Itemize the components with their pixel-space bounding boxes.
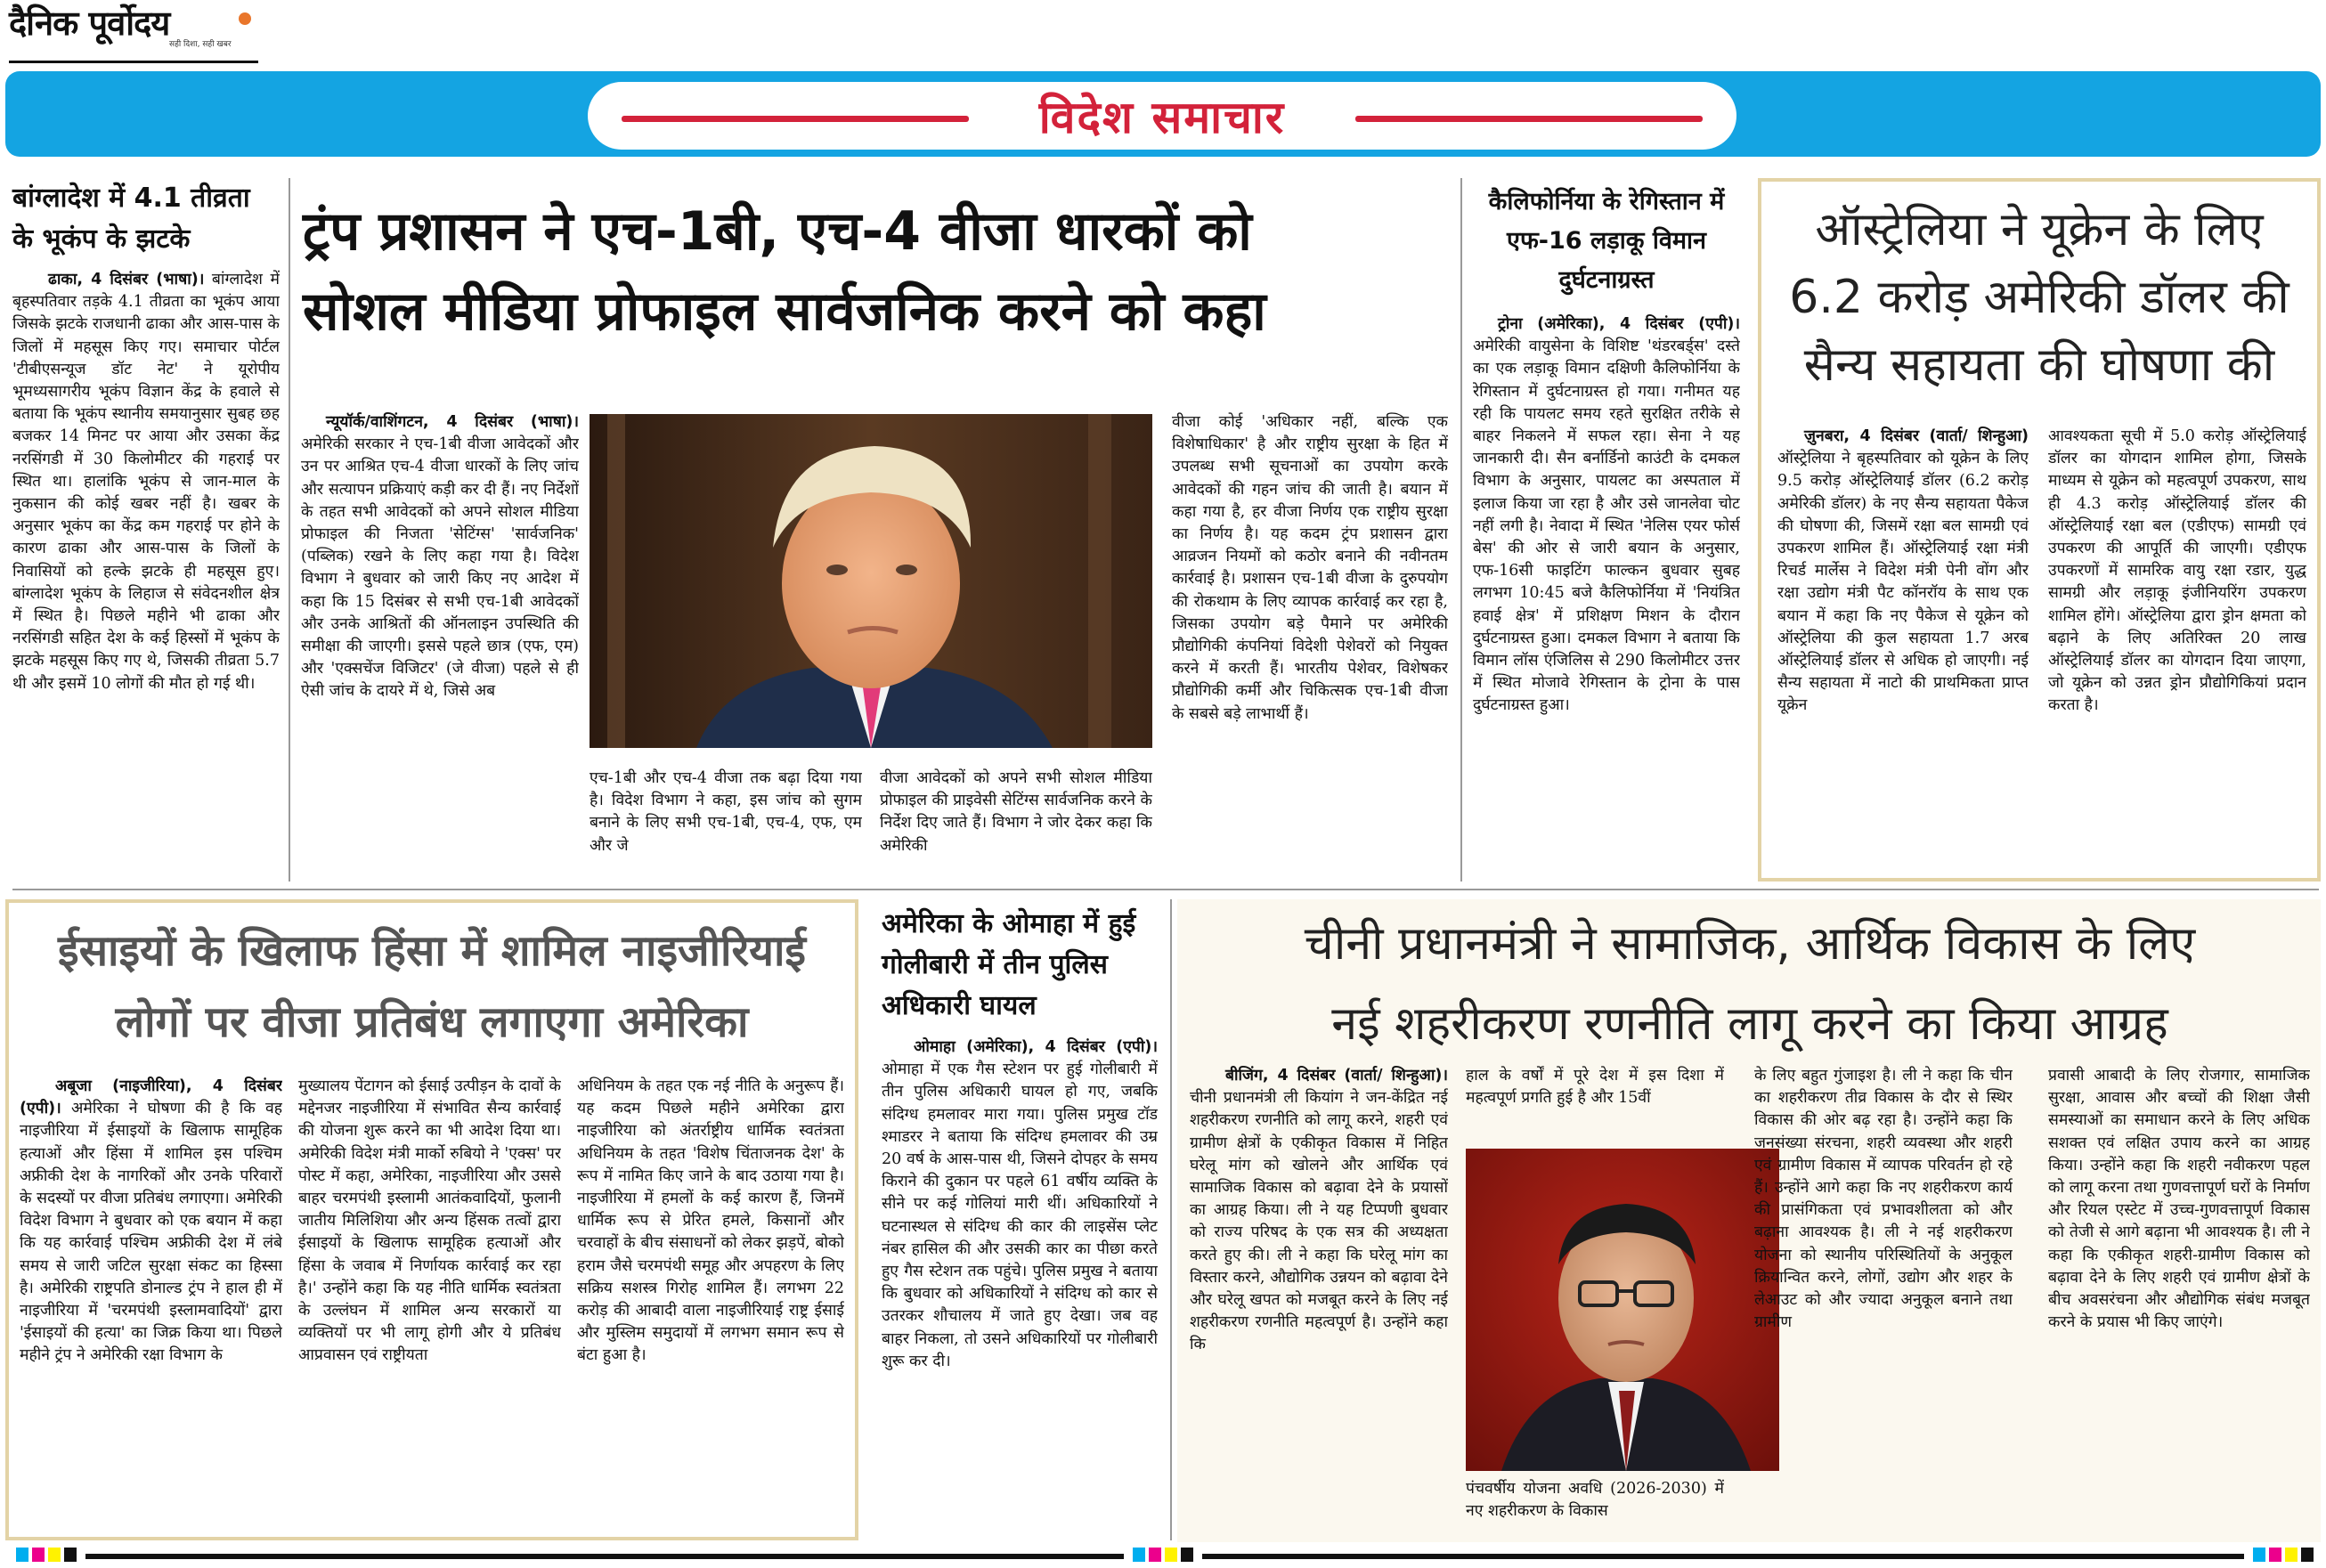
china-dateline: बीजिंग, 4 दिसंबर (वार्ता/ शिन्हुआ)। [1225, 1067, 1448, 1085]
bangladesh-body: बांग्लादेश में बृहस्पतिवार तड़के 4.1 तीव्रता का भूकंप आया जिसके झटके राजधानी ढाका और आस-पास के जिलों में महसूस किए गए। समाचार पोर्टल 'टीबीएसन्यूज डॉट नेट' ने यूरोपीय भूमध्यसागरीय भूकंप विज्ञान केंद्र के हवाले से बताया कि भूकंप स्थानीय समयानुसार सुबह छह बजकर 14 मिनट पर आया और उसका केंद्र नरसिंगडी में 30 किलोमीटर की गहराई पर स्थित था। हालांकि भूकंप से जान-माल के नुकसान की कोई खबर नहीं है। खबर के अनुसार भूकंप का केंद्र कम गहराई पर होने के कारण ढाका और आस-पास के जिलों के निवासियों को हल्के झटके ही महसूस हुए। बांग्लादेश भूकंप के लिहाज से संवेदनशील क्षेत्र में स्थित है। पिछले महीने भी ढाका और नरसिंगडी सहित देश के कई हिस्सों में भूकंप के झटके महसूस किए गए थे, जिसकी तीव्रता 5.7 थी और इसमें 10 लोगों की मौत हो गई थी। [12, 271, 280, 693]
li-qiang-photo [1466, 1149, 1779, 1471]
section-title: विदेश समाचार [1038, 91, 1286, 143]
bangladesh-headline: बांग्लादेश में 4.1 तीव्रता के भूकंप के झटके [12, 183, 250, 255]
nigeria-col2: मुख्यालय पेंटागन को ईसाई उत्पीड़न के दावों के मद्देनजर नाइजीरिया में संभावित सैन्य कार्रवाई की योजना शुरू करने का भी आदेश दिया था। अमेरिकी विदेश मंत्री मार्को रुबियो ने 'एक्स' पर पोस्ट में कहा, अमेरिका, नाइजीरिया और उससे बाहर चरमपंथी इस्लामी आतंकवादियों, फुलानी जातीय मिलिशिया और अन्य हिंसक तत्वों द्वारा ईसाइयों के खिलाफ सामूहिक हत्याओं और हिंसा के जवाब में निर्णायक कार्रवाई कर रहा है।' उन्होंने कहा कि यह नीति धार्मिक स्वतंत्रता के उल्लंघन में शामिल अन्य सरकारों या व्यक्तियों पर भी लागू होगी और ये प्रतिबंध आप्रवासन एवं राष्ट्रीयता [298, 1077, 561, 1365]
li-qiang-portrait-image [1466, 1149, 1779, 1471]
trump-col1: न्यूयॉर्क/वाशिंगटन, 4 दिसंबर (भाषा)। अमेरिकी सरकार ने एच-1बी वीजा आवेदकों और उन पर आश्रित एच-4 वीजा धारकों के लिए जांच और सत्यापन प्रक्रियाएं कड़ी कर दी हैं। नए निर्देशों के तहत सभी आवेदकों को अपने सोशल मीडिया प्रोफाइल की निजता 'सेटिंग्स' 'सार्वजनिक' (पब्लिक) रखने के लिए कहा गया है। विदेश विभाग ने बुधवार को जारी किए नए आदेश में कहा कि 15 दिसंबर से सभी एच-1बी आवेदकों और उनके आश्रितों की ऑनलाइन उपस्थिति की समीक्षा की जाएगी। इससे पहले छात्र (एफ, एम) और 'एक्सचेंज विजिटर' (जे वीजा) पहले से ही ऐसी जांच के दायरे में थे, जिसे अब [301, 413, 579, 701]
column-divider [289, 178, 290, 881]
china-col3: के लिए बहुत गुंजाइश है। ली ने कहा कि चीन का शहरीकरण तीव्र विकास के दौर से स्थिर विकास की ओर बढ़ रहा है। उन्होंने कहा कि जनसंख्या संरचना, शहरी व्यवस्था और शहरी एवं ग्रामीण विकास में व्यापक परिवर्तन हो रहे हैं। उन्होंने आगे कहा कि नए शहरीकरण कार्य की प्रासंगिकता एवं प्रभावशीलता को और बढ़ाना आवश्यक है। ली ने नई शहरीकरण योजना को स्थानीय परिस्थितियों के अनुकूल क्रियान्वित करने, लोगों, उद्योग और शहर के लेआउट को और ज्यादा अनुकूल बनाने तथा ग्रामीण [1754, 1067, 2013, 1332]
print-registration-marks [2253, 1548, 2317, 1562]
omaha-headline: अमेरिका के ओमाहा में हुई गोलीबारी में तीन पुलिस अधिकारी घायल [882, 908, 1136, 1021]
china-col1: बीजिंग, 4 दिसंबर (वार्ता/ शिन्हुआ)। चीनी प्रधानमंत्री ली कियांग ने जन-केंद्रित नई शहरीकरण रणनीति को लागू करने, शहरी एवं ग्रामीण क्षेत्रों के एकीकृत विकास में निहित घरेलू मांग को खोलने और आर्थिक एवं सामाजिक विकास को बढ़ावा देने के प्रयासों का आग्रह किया। ली ने यह टिप्पणी बुधवार को राज्य परिषद के एक सत्र की अध्यक्षता करते हुए की। ली ने कहा कि घरेलू मांग का विस्तार करने, औद्योगिक उन्नयन को बढ़ावा देने और घरेलू खपत को मजबूत करने के लिए नई शहरीकरण रणनीति महत्वपूर्ण है। उन्होंने कहा कि [1190, 1067, 1448, 1354]
china-col4: प्रवासी आबादी के लिए रोजगार, सामाजिक सुरक्षा, आवास और बच्चों की शिक्षा जैसी समस्याओं का समाधान करने के लिए अधिक सशक्त एवं लक्षित उपाय करने का आग्रह किया। उन्होंने कहा कि शहरी नवीकरण पहल को लागू करना तथा गुणवत्तापूर्ण घरों के निर्माण और रियल एस्टेट में उच्च-गुणवत्तापूर्ण विकास को तेजी से आगे बढ़ाना भी आवश्यक है। ली ने कहा कि एकीकृत शहरी-ग्रामीण विकास को बढ़ावा देने के लिए शहरी एवं ग्रामीण क्षेत्रों के बीच अवसरंचना और औद्योगिक संबंध मजबूत करने के प्रयास भी किए जाएंगे। [2048, 1067, 2310, 1332]
california-headline: कैलिफोर्निया के रेगिस्तान में एफ-16 लड़ाकू विमान दुर्घटनाग्रस्त [1488, 188, 1725, 294]
australia-col1: ज़ुनबरा, 4 दिसंबर (वार्ता/ शिन्हुआ) ऑस्ट्रेलिया ने बृहस्पतिवार को यूक्रेन के लिए 9.5 करोड़ ऑस्ट्रेलियाई डॉलर (6.2 करोड़ अमेरिकी डॉलर) के नए सैन्य सहायता पैकेज की घोषणा की, जिसमें रक्षा बल सामग्री एवं उपकरण शामिल हैं। ऑस्ट्रेलियाई रक्षा मंत्री रिचर्ड मार्लेस ने विदेश मंत्री पेनी वोंग और रक्षा उद्योग मंत्री पैट कॉनरॉय के साथ एक बयान में कहा कि नए पैकेज से यूक्रेन को ऑस्ट्रेलिया की कुल सहायता 1.7 अरब ऑस्ट्रेलियाई डॉलर से अधिक हो जाएगी। नई सैन्य सहायता में नाटो की प्राथमिकता प्राप्त यूक्रेन [1777, 427, 2029, 715]
trump-dateline: न्यूयॉर्क/वाशिंगटन, 4 दिसंबर (भाषा)। [326, 413, 579, 431]
nigeria-headline: ईसाइयों के खिलाफ हिंसा में शामिल नाइजीरियाई लोगों पर वीजा प्रतिबंध लगाएगा अमेरिका [58, 926, 806, 1047]
column-divider [1460, 178, 1462, 881]
masthead-rule [9, 61, 258, 63]
trump-col3: वीजा आवेदकों को अपने सभी सोशल मीडिया प्रोफाइल की प्राइवेसी सेटिंग्स सार्वजनिक करने के निर्देश दिए जाते हैं। विभाग ने जोर देकर कहा कि अमेरिकी [880, 769, 1152, 855]
australia-headline: ऑस्ट्रेलिया ने यूक्रेन के लिए 6.2 करोड़ अमेरिकी डॉलर की सैन्य सहायता की घोषणा की [1789, 203, 2289, 392]
nigeria-col3: अधिनियम के तहत एक नई नीति के अनुरूप हैं। यह कदम पिछले महीने अमेरिका द्वारा नाइजीरिया को अंतर्राष्ट्रीय धार्मिक स्वतंत्रता अधिनियम के तहत 'विशेष चिंताजनक देश' के रूप में नामित किए जाने के बाद उठाया गया है। नाइजीरिया में हमलों के कई कारण हैं, जिनमें धार्मिक रूप से प्रेरित हमले, किसानों और चरवाहों के बीच संसाधनों को लेकर झड़पें, बोको हराम जैसे चरमपंथी समूह और अपहरण के लिए सक्रिय सशस्त्र गिरोह शामिल हैं। लगभग 22 करोड़ की आबादी वाला नाइजीरियाई राष्ट्र ईसाई और मुस्लिम समुदायों में लगभग समान रूप से बंटा हुआ है। [577, 1077, 844, 1365]
print-registration-marks [1133, 1548, 1197, 1562]
banner-left-line [622, 116, 969, 122]
trump-portrait-image [590, 414, 1152, 748]
trump-photo [590, 414, 1152, 748]
trump-headline-line2: सोशल मीडिया प्रोफाइल सार्वजनिक करने को कहा [303, 280, 1266, 343]
australia-dateline: ज़ुनबरा, 4 दिसंबर (वार्ता/ शिन्हुआ) [1804, 427, 2029, 445]
column-divider [1170, 899, 1172, 1540]
bangladesh-article [12, 269, 280, 876]
banner-right-line [1355, 116, 1703, 122]
masthead-tagline: सही दिशा, सही खबर [169, 40, 232, 49]
trump-col2: एच-1बी और एच-4 वीजा तक बढ़ा दिया गया है। विदेश विभाग ने कहा, इस जांच को सुगम बनाने के लिए सभी एच-1बी, एच-4, एफ, एम और जे [590, 769, 862, 855]
omaha-article: ओमाहा (अमेरिका), 4 दिसंबर (एपी)। ओमाहा में एक गैस स्टेशन पर हुई गोलीबारी में तीन पुलिस अधिकारी घायल हो गए, जबकि संदिग्ध हमलावर मारा गया। पुलिस प्रमुख टॉड श्माडरर ने बताया कि संदिग्ध हमलावर की उम्र 20 वर्ष के आस-पास थी, जिसने दोपहर के समय किराने की दुकान पर पहले 61 वर्षीय व्यक्ति के सीने पर कई गोलियां मारी थीं। अधिकारियों ने घटनास्थल से संदिग्ध की कार की लाइसेंस प्लेट नंबर हासिल की और उसकी कार का पीछा करते हुए गैस स्टेशन तक पहुंचे। पुलिस प्रमुख ने बताया कि बुधवार को अधिकारियों ने संदिग्ध को कार से उतरकर शौचालय में जाते हुए देखा। जब वह बाहर निकला, तो उसने अधिकारियों पर गोलीबारी शुरू कर दी। [882, 1038, 1158, 1370]
trump-headline [303, 191, 1452, 352]
nigeria-dateline: अबूजा (नाइजीरिया), 4 दिसंबर (एपी)। [20, 1077, 282, 1118]
footer-rule [85, 1554, 1124, 1559]
china-col2-bottom: पंचवर्षीय योजना अवधि (2026-2030) में नए शहरीकरण के विकास [1466, 1480, 1724, 1521]
row-divider [12, 889, 2319, 890]
print-registration-marks [16, 1548, 80, 1562]
masthead-logo: दैनिक पूर्वोदय [9, 3, 170, 43]
china-headline: चीनी प्रधानमंत्री ने सामाजिक, आर्थिक विकास के लिए नई शहरीकरण रणनीति लागू करने का किया आग्रह [1304, 917, 2196, 1051]
nigeria-col1: अबूजा (नाइजीरिया), 4 दिसंबर (एपी)। अमेरिका ने घोषणा की है कि वह नाइजीरिया में ईसाइयों के खिलाफ सामूहिक हत्याओं और हिंसा में शामिल इस पश्चिम अफ्रीकी देश के नागरिकों और उनके परिवारों के सदस्यों पर वीजा प्रतिबंध लगाएगा। अमेरिकी विदेश विभाग ने बुधवार को एक बयान में कहा कि यह कार्रवाई पश्चिम अफ्रीकी देश में लंबे समय से जारी जटिल सुरक्षा संकट का हिस्सा है। अमेरिकी राष्ट्रपति डोनाल्ड ट्रंप ने हाल ही में नाइजीरिया में 'चरमपंथी इस्लामवादियों' द्वारा 'ईसाइयों की हत्या' का जिक्र किया था। पिछले महीने ट्रंप ने अमेरिकी रक्षा विभाग के [20, 1077, 282, 1365]
trump-headline-line1: ट्रंप प्रशासन ने एच-1बी, एच-4 वीजा धारकों को [303, 200, 1252, 263]
bangladesh-dateline: ढाका, 4 दिसंबर (भाषा)। [48, 271, 205, 288]
australia-col2: आवश्यकता सूची में 5.0 करोड़ ऑस्ट्रेलियाई डॉलर का योगदान शामिल होगा, जिसके माध्यम से यूक्रेन को महत्वपूर्ण उपकरण, साथ ही 4.3 करोड़ ऑस्ट्रेलियाई डॉलर की ऑस्ट्रेलियाई रक्षा बल (एडीएफ) सामग्री एवं उपकरण की आपूर्ति की जाएगी। एडीएफ उपकरणों में सामरिक वायु रक्षा रडार, युद्ध सामग्री और लड़ाकू इंजीनियरिंग उपकरण शामिल होंगे। ऑस्ट्रेलिया द्वारा ड्रोन क्षमता को बढ़ाने के लिए अतिरिक्त 20 लाख ऑस्ट्रेलियाई डॉलर का योगदान दिया जाएगा, जो यूक्रेन को उन्नत ड्रोन प्रौद्योगिकियां प्रदान करता है। [2048, 427, 2306, 715]
omaha-dateline: ओमाहा (अमेरिका), 4 दिसंबर (एपी)। [914, 1038, 1158, 1056]
california-article: ट्रोना (अमेरिका), 4 दिसंबर (एपी)। अमेरिकी वायुसेना के विशिष्ट 'थंडरबर्ड्स' दस्ते का एक लड़ाकू विमान दक्षिणी कैलिफोर्निया के रेगिस्तान में दुर्घटनाग्रस्त हो गया। गनीमत यह रही कि पायलट समय रहते सुरक्षित तरीके से बाहर निकलने में सफल रहा। सेना ने यह जानकारी दी। सैन बर्नार्डिनो काउंटी के दमकल विभाग के अनुसार, पायलट का अस्पताल में इलाज किया जा रहा है और उसे जानलेवा चोट नहीं लगी है। नेवादा में स्थित 'नेलिस एयर फोर्स बेस' की ओर से जारी बयान के अनुसार, एफ-16सी फाइटिंग फाल्कन बुधवार सुबह लगभग 10:45 बजे कैलिफोर्निया में 'नियंत्रित हवाई क्षेत्र' में प्रशिक्षण मिशन के दौरान दुर्घटनाग्रस्त हुआ। दमकल विभाग ने बताया कि विमान लॉस एंजिलिस से 290 किलोमीटर उत्तर में स्थित मोजावे रेगिस्तान के ट्रोना के पास दुर्घटनाग्रस्त हुआ। [1473, 315, 1740, 715]
logo-sun-icon [239, 12, 251, 25]
california-dateline: ट्रोना (अमेरिका), 4 दिसंबर (एपी)। [1498, 315, 1740, 333]
china-col2-top: हाल के वर्षों में पूरे देश में इस दिशा में महत्वपूर्ण प्रगति हुई है और 15वीं [1466, 1067, 1724, 1108]
footer-rule [1202, 1554, 2244, 1559]
trump-col4: वीजा कोई 'अधिकार नहीं, बल्कि एक विशेषाधिकार' है और राष्ट्रीय सुरक्षा के हित में उपलब्ध सभी सूचनाओं का उपयोग करके आवेदकों की गहन जांच की जाती है। बयान में कहा गया है, हर वीजा निर्णय एक राष्ट्रीय सुरक्षा का निर्णय है। यह कदम ट्रंप प्रशासन द्वारा आव्रजन नियमों को कठोर बनाने की नवीनतम कार्रवाई है। प्रशासन एच-1बी वीजा के दुरुपयोग की रोकथाम के लिए व्यापक कार्रवाई कर रहा है, जिसका उपयोग बड़े पैमाने पर अमेरिकी प्रौद्योगिकी कंपनियां विदेशी पेशेवरों को नियुक्त करने में करती हैं। भारतीय पेशेवर, विशेषकर प्रौद्योगिकी कर्मी और चिकित्सक एच-1बी वीजा के सबसे बड़े लाभार्थी हैं। [1172, 413, 1448, 723]
masthead [9, 4, 267, 64]
section-banner-label [588, 82, 1736, 150]
